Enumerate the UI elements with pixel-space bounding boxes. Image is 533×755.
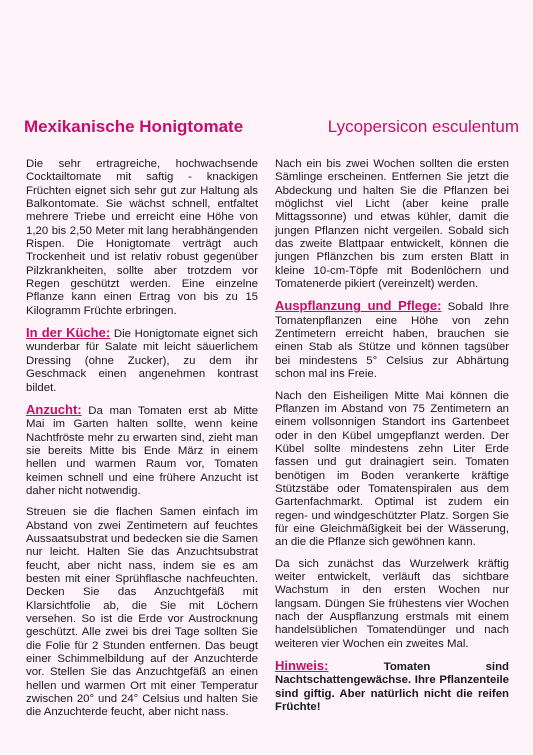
left-column <box>26 158 258 728</box>
kitchen-paragraph <box>26 326 258 395</box>
planting-heading: Auspflanzung und Pflege: <box>275 298 442 314</box>
note-text: Tomaten sind Nachtschattengewächse. Ihre Pflanzenteile sind giftig. Aber natürlich nicht die reifen Früchte! <box>275 661 509 714</box>
growing-text: Da man Tomaten erst ab Mitte Mai im Garten halten sollte, wenn keine Nachtfröste mehr zu erwarten sind, zieht man sie bereits Mitte bis Ende März in einem hellen und warmen Raum vor, Tomaten keimen schnell und eine frühere Anzucht ist daher nicht notwendig. <box>26 404 258 497</box>
page-title: Mexikanische Honigtomate <box>24 117 244 136</box>
note-heading: Hinweis: <box>275 658 329 674</box>
kitchen-heading: In der Küche: <box>26 325 111 341</box>
kitchen-text: Die Honigtomate eignet sich wunderbar für Salate mit leicht säuerlichem Dressing (ohne Zucker), zu dem ihr Geschmack einen angenehmen kontrast bildet. <box>26 328 258 394</box>
right-column <box>275 158 509 722</box>
latin-name: Lycopersicon esculentum <box>327 117 519 136</box>
title-row <box>24 117 519 141</box>
spacing-paragraph: Nach den Eisheiligen Mitte Mai können die Pflanzen im Abstand von 75 Zentimetern an einem vollsonnigen Standort ins Gartenbeet oder in den Kübel umgepflanzt werden. Der Kübel sollte mindestens zehn Liter Erde fassen und gut drainagiert sein. Tomaten benötigen im Boden verankerte kräftige Stützstäbe oder Tomatenspiralen aus dem Gartenfachmarkt. Optimal ist zudem ein regen- und windgeschützter Platz. Sorgen Sie für eine Gleichmäßigkeit bei der Wässerung, an die die Pflanze sich gewöhnen kann. <box>275 389 509 549</box>
roots-paragraph: Da sich zunächst das Wurzelwerk kräftig weiter entwickelt, verläuft das sichtbare Wachstum in den ersten Wochen nur langsam. Düngen Sie frühestens vier Wochen nach der Auspflanzung erstmals mit einem handelsüblichen Tomatendünger und nach weiteren vier Wochen ein zweites Mal. <box>275 557 509 650</box>
seedlings-paragraph: Nach ein bis zwei Wochen sollten die ersten Sämlinge erscheinen. Entfernen Sie jetzt die Abdeckung und halten Sie die Pflanzen bei möglichst viel Licht (aber keine pralle Mittagssonne) und etwas kühler, damit die jungen Pflanzen nicht vergeilen. Sobald sich das zweite Blattpaar entwickelt, können die jungen Pflänzchen bis zum ersten Blatt in kleine 10-cm-Töpfe mit Bodenlöchern und Tomatenerde pikiert (vereinzelt) werden. <box>275 158 509 291</box>
note-paragraph <box>275 659 509 714</box>
planting-paragraph <box>275 299 509 381</box>
growing-paragraph <box>26 403 258 498</box>
intro-paragraph: Die sehr ertragreiche, hochwachsende Cocktailtomate mit saftig - knackigen Früchten eignet sich sehr gut zur Haltung als Balkontomate. Sie wächst schnell, entfaltet mehrere Triebe und erreicht eine Höhe von 1,20 bis 2,50 Meter mit lang herabhängenden Rispen. Die Honigtomate verträgt auch Trockenheit und ist relativ robust gegenüber Pilzkrankheiten, sollte aber trotzdem vor Regen geschützt werden. Eine einzelne Pflanze kann einen Ertrag von bis zu 15 Kilogramm Früchte erbringen. <box>26 158 258 317</box>
sowing-paragraph: Streuen sie die flachen Samen einfach im Abstand von zwei Zentimetern auf feuchtes Aussaatsubstrat und bedecken sie die Samen nur leicht. Halten Sie das Anzuchtsubstrat feucht, aber nicht nass, indem sie es am besten mit einer Sprühflasche nachfeuchten. Decken Sie das Anzuchtgefäß mit Klarsichtfolie ab, die Sie mit Löchern versehen. So ist die Erde vor Austrocknung geschützt. Alle zwei bis drei Tage sollten Sie die Folie für 2 Stunden entfernen. Das beugt einer Schimmelbildung auf der Anzuchterde vor. Stellen Sie das Anzuchtgefäß an einen hellen und warmen Ort mit einer Temperatur zwischen 20° und 24° Celsius und halten Sie die Anzuchterde feucht, aber nicht nass. <box>26 506 258 719</box>
planting-text: Sobald Ihre Tomatenpflanzen eine Höhe von zehn Zentimetern erreicht haben, brauchen sie einen Stab als Stütze und können tagsüber bei mindestens 5° Celsius zur Abhärtung schon mal ins Freie. <box>275 301 509 381</box>
growing-heading: Anzucht: <box>26 401 82 417</box>
